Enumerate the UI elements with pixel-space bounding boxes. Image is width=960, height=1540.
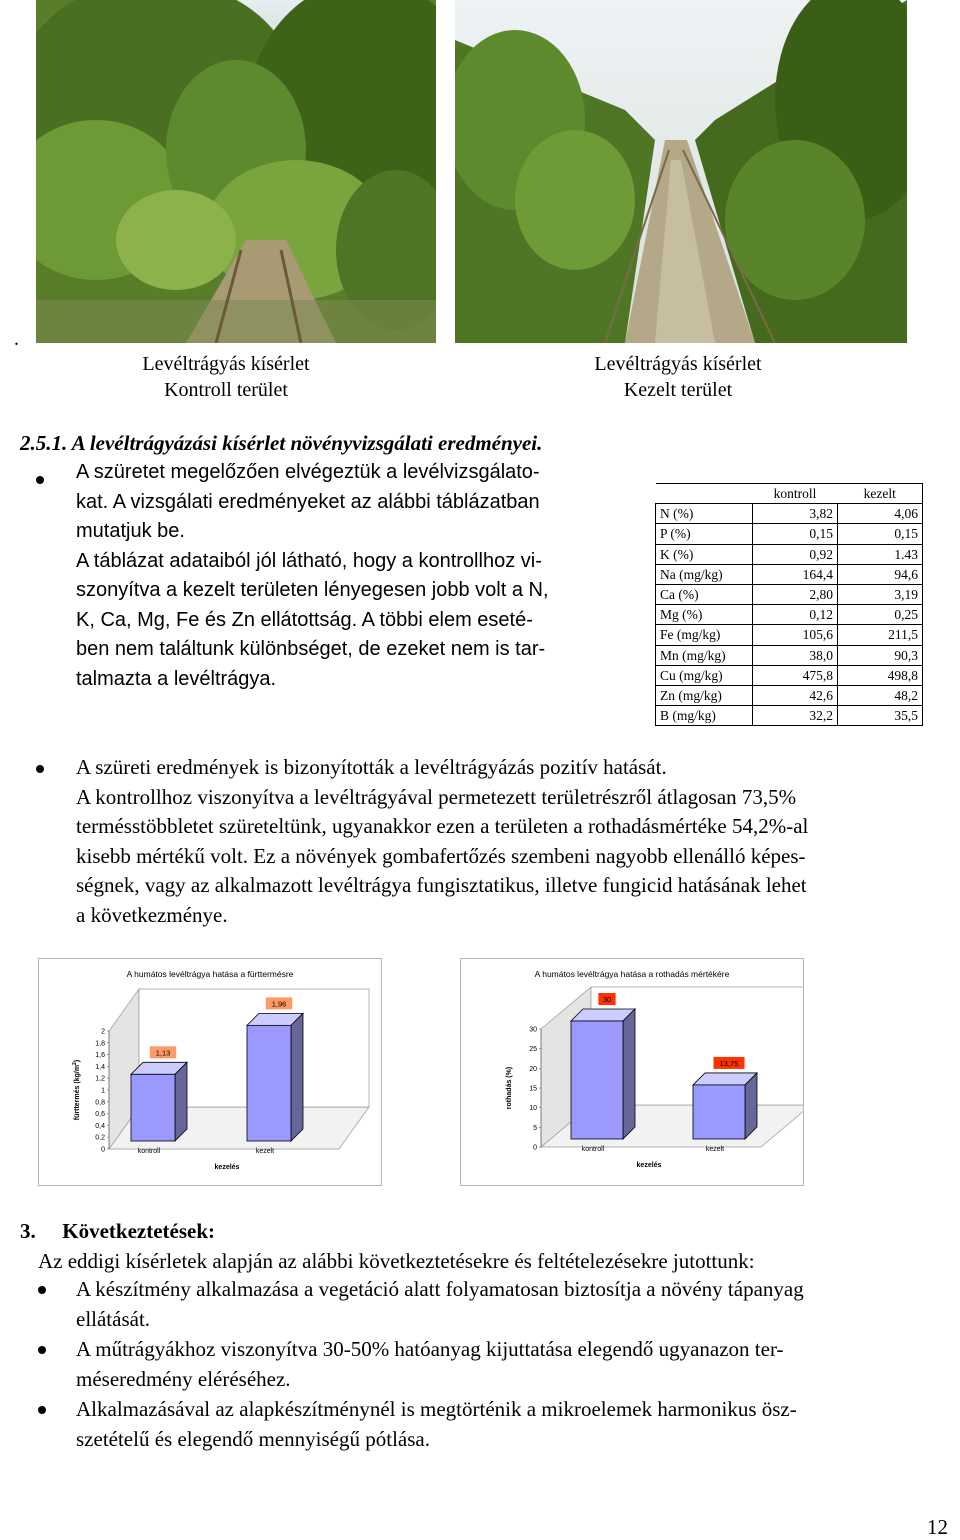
leading-mark: . xyxy=(14,328,19,350)
caption-line: Kontroll terület xyxy=(164,379,288,401)
kontroll-value: 38,0 xyxy=(753,645,838,665)
kezelt-value: 35,5 xyxy=(838,706,923,726)
intro-paragraph xyxy=(76,458,620,694)
row-label: Na (mg/kg) xyxy=(656,564,753,584)
kezelt-value: 94,6 xyxy=(838,564,923,584)
bullet-icon xyxy=(36,765,44,773)
row-label: N (%) xyxy=(656,504,753,524)
kontroll-value: 42,6 xyxy=(753,685,838,705)
vineyard-photo-control xyxy=(36,0,436,343)
x-tick-label: kontroll xyxy=(581,1146,605,1153)
y-tick-label: 1,8 xyxy=(95,1040,105,1048)
kontroll-value: 32,2 xyxy=(753,706,838,726)
y-tick-label: 0 xyxy=(533,1144,537,1152)
bullet-icon xyxy=(36,476,44,484)
bar-side xyxy=(623,1009,635,1139)
y-tick-label: 5 xyxy=(533,1124,537,1132)
y-tick-label: 0,2 xyxy=(95,1134,105,1142)
y-axis-label-close: ) xyxy=(74,1059,81,1063)
y-tick-label: 20 xyxy=(529,1065,537,1073)
section-number: 3. xyxy=(20,1219,36,1243)
x-tick-label: kontroll xyxy=(137,1148,161,1155)
y-axis-label-text: rothadás (%) xyxy=(506,1066,513,1110)
kontroll-value: 0,12 xyxy=(753,605,838,625)
chart-rot xyxy=(460,958,804,1186)
table-row xyxy=(656,706,923,726)
kezelt-value: 1.43 xyxy=(838,544,923,564)
row-label: K (%) xyxy=(656,544,753,564)
y-tick-label: 15 xyxy=(529,1085,537,1093)
y-tick-label: 1 xyxy=(101,1087,105,1095)
chart-title: A humátos levéltrágya hatása a rothadás mértékére xyxy=(534,969,730,979)
bullet-icon xyxy=(38,1346,46,1354)
data-label: 13,75 xyxy=(719,1058,739,1068)
y-tick-label: 2 xyxy=(101,1028,105,1036)
paragraph-line: A kontrollhoz viszonyítva a levéltrágyával permetezett területrészről átlagosan 73,5% xyxy=(76,784,797,809)
conclusions-heading xyxy=(20,1217,215,1246)
conclusions-intro: Az eddigi kísérletek alapján az alábbi következtetésekre és feltételezésekre jutottunk: xyxy=(38,1249,755,1273)
row-label: Zn (mg/kg) xyxy=(656,685,753,705)
kezelt-value: 4,06 xyxy=(838,504,923,524)
row-label: Ca (%) xyxy=(656,584,753,604)
paragraph-line: ben nem találtunk különbséget, de ezeket nem is tar- xyxy=(76,638,546,660)
paragraph-line: a következménye. xyxy=(76,902,228,927)
kezelt-value: 3,19 xyxy=(838,584,923,604)
kontroll-value: 105,6 xyxy=(753,625,838,645)
table-row xyxy=(656,605,923,625)
bar-kezelt xyxy=(693,1085,745,1139)
data-label: 30 xyxy=(602,995,612,1004)
vineyard-photo-treated xyxy=(455,0,907,343)
chart-yield xyxy=(38,958,382,1186)
kezelt-value: 48,2 xyxy=(838,685,923,705)
page-number: 12 xyxy=(927,1515,948,1539)
table-row xyxy=(656,584,923,604)
table-row xyxy=(656,625,923,645)
y-tick-label: 0,6 xyxy=(95,1111,105,1119)
row-label: Mn (mg/kg) xyxy=(656,645,753,665)
y-tick-label: 1,2 xyxy=(95,1075,105,1083)
table-header-row xyxy=(656,484,923,504)
caption-line: Levéltrágyás kísérlet xyxy=(594,353,762,375)
y-axis-label xyxy=(506,1067,513,1109)
bar-side xyxy=(291,1013,303,1141)
y-axis-label-text: fürttermés (kg/m xyxy=(74,1064,81,1121)
conclusion-line: méseredmény eléréséhez. xyxy=(76,1367,291,1391)
bar-kontroll xyxy=(571,1021,623,1139)
bullet-icon xyxy=(38,1406,46,1414)
x-tick-label: kezelt xyxy=(255,1148,275,1155)
bar-side xyxy=(175,1062,187,1141)
y-axis-label xyxy=(72,1060,81,1120)
paragraph-line: A szüreti eredmények is bizonyították a levéltrágyázás pozitív hatását. xyxy=(76,755,667,779)
paragraph-line: kat. A vizsgálati eredményeket az alábbi táblázatban xyxy=(76,490,540,513)
y-tick-label: 10 xyxy=(529,1105,537,1113)
bar-kezelt xyxy=(247,1025,291,1141)
conclusion-line: A műtrágyákhoz viszonyítva 30-50% hatóanyag kijuttatása elegendő ugyanazon ter- xyxy=(76,1337,784,1361)
table-row xyxy=(656,685,923,705)
data-label: 1,13 xyxy=(155,1048,171,1058)
table-row xyxy=(656,665,923,685)
kontroll-value: 2,80 xyxy=(753,584,838,604)
harvest-paragraph xyxy=(76,753,950,930)
paragraph-line: talmazta a levéltrágya. xyxy=(76,667,277,690)
y-axis-label-superscript: 2 xyxy=(72,1062,78,1065)
conclusion-line: A készítmény alkalmazása a vegetáció alatt folyamatosan biztosítja a növény tápanyag xyxy=(76,1277,804,1301)
chart-title: A humátos levéltrágya hatása a fürttermésre xyxy=(126,969,294,979)
paragraph-line: A szüretet megelőzően elvégeztük a levélvizsgálato- xyxy=(76,461,540,483)
y-tick-label: 30 xyxy=(529,1026,537,1034)
caption-line: Levéltrágyás kísérlet xyxy=(142,353,310,375)
table-row xyxy=(656,564,923,584)
conclusion-item xyxy=(76,1274,950,1334)
row-label: Cu (mg/kg) xyxy=(656,665,753,685)
section-title: Következtetések: xyxy=(62,1219,216,1243)
y-tick-label: 25 xyxy=(529,1046,537,1054)
caption-line: Kezelt terület xyxy=(623,379,733,401)
chart-yield-svg xyxy=(39,959,381,1185)
y-tick-label: 1,4 xyxy=(95,1063,105,1071)
conclusion-line: Alkalmazásával az alapkészítménynél is megtörténik a mikroelemek harmonikus ösz- xyxy=(76,1397,797,1421)
kontroll-value: 3,82 xyxy=(753,504,838,524)
conclusion-item xyxy=(76,1394,950,1454)
row-label: Fe (mg/kg) xyxy=(656,625,753,645)
conclusion-line: szetételű és elegendő mennyiségű pótlása. xyxy=(76,1427,430,1451)
paragraph-line: szonyítva a kezelt területen lényegesen jobb volt a N, xyxy=(76,579,549,601)
table-header-empty xyxy=(656,484,753,504)
table-row xyxy=(656,544,923,564)
kontroll-value: 164,4 xyxy=(753,564,838,584)
bullet-icon xyxy=(38,1286,46,1294)
paragraph-line: ségnek, vagy az alkalmazott levéltrágya fungisztatikus, illetve fungicid hatásának lehet xyxy=(76,873,807,897)
kontroll-value: 0,92 xyxy=(753,544,838,564)
y-tick-label: 0,8 xyxy=(95,1099,105,1107)
paragraph-line: termésstöbbletet szüreteltünk, ugyanakkor ezen a területen a rothadásmértéke 54,2%-al xyxy=(76,814,809,838)
y-tick-label: 0,4 xyxy=(95,1122,105,1130)
paragraph-line: A táblázat adataiból jól látható, hogy a kontrollhoz vi- xyxy=(76,549,542,572)
conclusion-line: ellátását. xyxy=(76,1307,151,1331)
kezelt-value: 0,15 xyxy=(838,524,923,544)
kontroll-value: 0,15 xyxy=(753,524,838,544)
conclusion-item xyxy=(76,1334,950,1394)
table-header-kezelt: kezelt xyxy=(838,484,923,504)
y-tick-label: 0 xyxy=(101,1146,105,1154)
chart-rot-svg xyxy=(461,959,803,1185)
y-tick-label: 1,6 xyxy=(95,1052,105,1060)
row-label: Mg (%) xyxy=(656,605,753,625)
kezelt-value: 211,5 xyxy=(838,625,923,645)
table-row xyxy=(656,524,923,544)
photo-caption-control xyxy=(86,351,366,403)
table-row xyxy=(656,645,923,665)
x-tick-label: kezelt xyxy=(705,1146,725,1153)
table-row xyxy=(656,504,923,524)
section-heading: 2.5.1. A levéltrágyázási kísérlet növényvizsgálati eredményei. xyxy=(20,431,543,455)
x-axis-label: kezelés xyxy=(214,1164,240,1171)
row-label: P (%) xyxy=(656,524,753,544)
kezelt-value: 498,8 xyxy=(838,665,923,685)
bar-side xyxy=(745,1073,757,1139)
table-header-kontroll: kontroll xyxy=(753,484,838,504)
photo-caption-treated xyxy=(538,351,818,403)
paragraph-line: K, Ca, Mg, Fe és Zn ellátottság. A többi elem eseté- xyxy=(76,608,533,631)
paragraph-line: kisebb mértékű volt. Ez a növények gombafertőzés szembeni nagyobb ellenálló képes- xyxy=(76,843,806,868)
kontroll-value: 475,8 xyxy=(753,665,838,685)
kezelt-value: 90,3 xyxy=(838,645,923,665)
bar-kontroll xyxy=(131,1074,175,1141)
kezelt-value: 0,25 xyxy=(838,605,923,625)
nutrient-table xyxy=(655,483,923,726)
paragraph-line: mutatjuk be. xyxy=(76,520,185,542)
data-label: 1,96 xyxy=(271,999,287,1009)
x-axis-label: kezelés xyxy=(636,1162,662,1169)
row-label: B (mg/kg) xyxy=(656,706,753,726)
